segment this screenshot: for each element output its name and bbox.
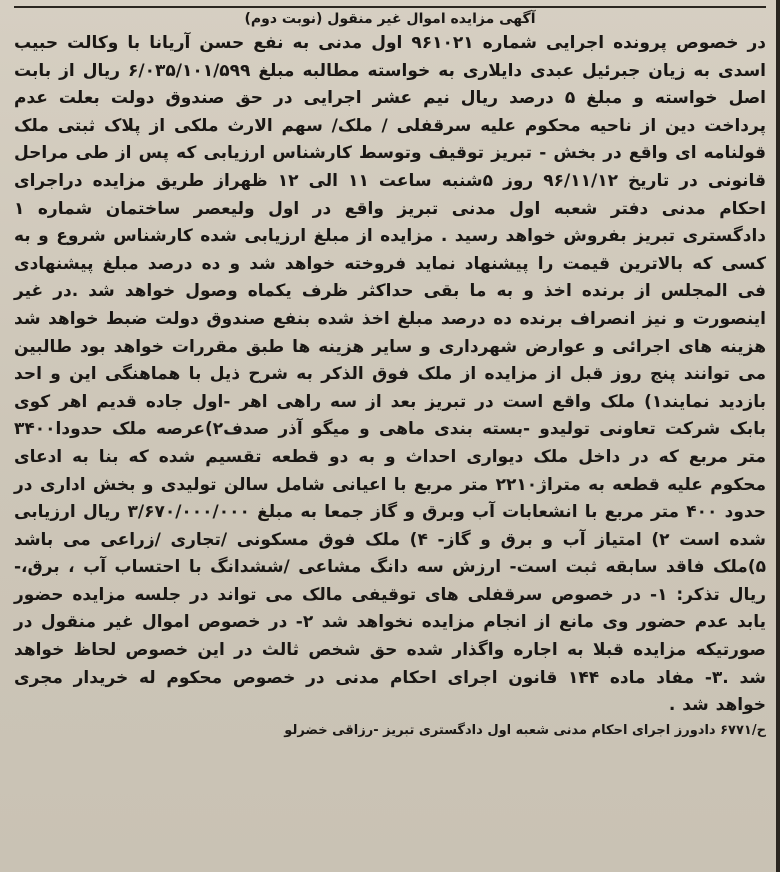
top-divider xyxy=(14,6,766,8)
notice-signature: ح/۶۷۷۱ دادورز اجرای احکام مدنی شعبه اول دادگستری تبریز -رزاقی خضرلو xyxy=(284,722,766,738)
notice-title: آگهی مزایده اموال غیر منقول (نوبت دوم) xyxy=(244,11,536,27)
notice-body: در خصوص پرونده اجرایی شماره ۹۶۱۰۲۱ اول مدنی به نفع حسن آریانا با وکالت حبیب اسدی به زیان جبرئیل عبدی دایلاری به خواسته مطالبه مبلغ ۶/۰۳۵/۱۰۱/۵۹۹ ریال از بابت اصل خواسته و مبلغ ۵ درصد ریال نیم عشر اجرایی در حق صندوق دولت بعلت عدم پرداخت دین از ناحیه محکوم علیه سرقفلی / ملک/ سهم الارث ملکی از پلاک ثبتی ملک قولنامه ای واقع در بخش - تبریز توقیف وتوسط کارشناس ارزیابی که پس از طی مراحل قانونی در تاریخ ۹۶/۱۱/۱۲ روز ۵شنبه ساعت ۱۱ الی ۱۲ ظهراز طریق مزایده دراجرای احکام مدنی دفتر شعبه اول مدنی تبریز واقع در اول ولیعصر ساختمان شماره ۱ دادگستری تبریز بفروش خواهد رسید . مزایده از مبلغ ارزیابی شده کارشناس شروع و به کسی که بالاترین قیمت را پیشنهاد نماید فروخته خواهد شد و ده درصد مبلغ پیشنهادی فی المجلس از برنده اخذ و به ما بقی حداکثر ظرف یکماه وصول خواهد شد .در غیر اینصورت و نیز انصراف برنده ده درصد مبلغ اخذ شده بنفع صندوق دولت ضبط خواهد شد هزینه های اجرائی و عوارض شهرداری و سایر هزینه ها طبق مقررات خواهد بود طالبین می توانند پنج روز قبل از مزایده از ملک فوق الذکر به شرح ذیل با هماهنگی این و احد بازدید نمایند۱) ملک واقع است در تبریز بعد از سه راهی اهر -اول جاده قدیم اهر کوی بابک شرکت تعاونی تولیدو -بسته بندی ماهی و میگو آذر صدف۲)عرصه ملک حدودا۳۴۰۰ متر مربع که در داخل ملک دیواری احداث و به دو قطعه تقسیم شده که بنا به ادعای محکوم علیه قطعه به متراژ۲۲۱۰ متر مربع با اعیانی شامل سالن تولیدی و بخش اداری در حدود ۴۰۰ متر مربع با انشعابات آب وبرق و گاز جمعا به مبلغ ۳/۶۷۰/۰۰۰/۰۰۰ ریال ارزیابی شده است ۲) امتیاز آب و برق و گاز- ۴) ملک فوق مسکونی /تجاری /زراعی می باشد ۵)ملک فاقد سابقه ثبت است- ارزش سه دانگ مشاعی /ششدانگ با احتساب آب ، برق،-ریال تذکر: ۱- در خصوص سرقفلی های توقیفی مالک می تواند در جلسه مزایده حضور یابد عدم حضور وی مانع از انجام مزایده نخواهد شد ۲- در خصوص اموال غیر منقول در صورتیکه مزایده قبلا به اجاره واگذار شده حق شخص ثالث در این خصوص لحاظ خواهد شد .۳- مفاد ماده ۱۴۴ قانون اجرای احکام مدنی در خصوص محکوم له خریدار مجری خواهد شد . xyxy=(14,33,767,716)
clipping-edge xyxy=(776,0,780,872)
